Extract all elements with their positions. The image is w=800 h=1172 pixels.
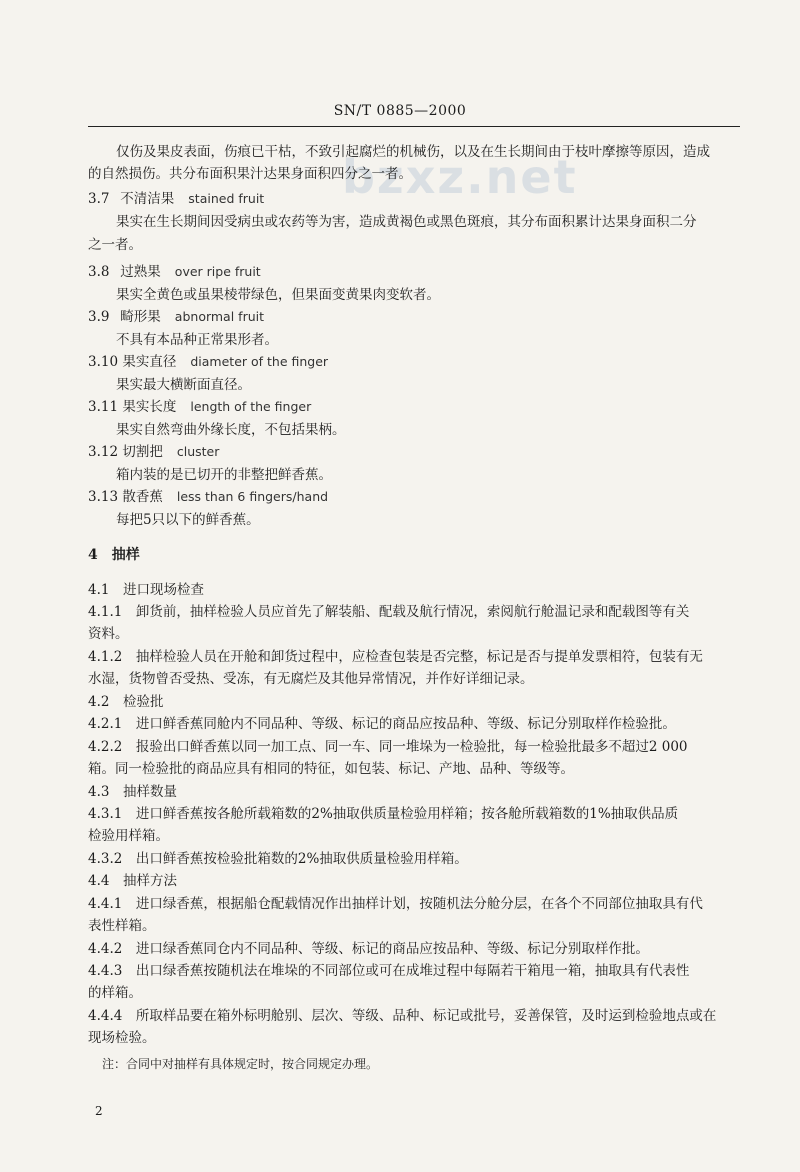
clause-line: 4.3.1 进口鲜香蕉按各舱所载箱数的2%抽取供质量检验用样箱；按各舱所载箱数的1%抽取供品质 [88,806,679,822]
definition-body: 不具有本品种正常果形者。 [116,332,278,348]
definition-body: 每把5只以下的鲜香蕉。 [116,512,260,528]
paragraph-line: 仅伤及果皮表面，伤痕已干枯，不致引起腐烂的机械伤，以及在生长期间由于枝叶摩擦等原因，造成 [116,144,710,160]
definition-body: 果实自然弯曲外缘长度，不包括果柄。 [116,422,346,438]
definition-body: 之一者。 [88,237,142,253]
clause-heading: 4.1 进口现场检查 [88,582,204,598]
definition-term: 3.11 果实长度 length of the finger [88,399,312,415]
definition-body: 果实在生长期间因受病虫或农药等为害，造成黄褐色或黑色斑痕，其分布面积累计达果身面积二分 [116,214,697,230]
definition-term: 3.13 散香蕉 less than 6 fingers/hand [88,489,329,505]
clause-heading: 4.2 检验批 [88,694,164,710]
definition-term: 3.8 过熟果 over ripe fruit [88,264,261,280]
clause-line: 资料。 [88,626,129,642]
definition-term: 3.9 畸形果 abnormal fruit [88,309,264,325]
clause-line: 表性样箱。 [88,918,156,934]
clause-line: 4.1.2 抽样检验人员在开舱和卸货过程中，应检查包装是否完整，标记是否与提单发票相符，包装有无 [88,649,703,665]
definition-term: 3.12 切割把 cluster [88,444,220,460]
clause-line: 4.3.2 出口鲜香蕉按检验批箱数的2%抽取供质量检验用样箱。 [88,851,468,867]
watermark: bzxz.net [342,150,578,204]
definition-body: 果实全黄色或虽果棱带绿色，但果面变黄果肉变软者。 [116,287,440,303]
clause-line: 4.4.1 进口绿香蕉，根据船仓配载情况作出抽样计划，按随机法分舱分层，在各个不同部位抽取具有代 [88,896,703,912]
clause-line: 4.4.3 出口绿香蕉按随机法在堆垛的不同部位或可在成堆过程中每隔若干箱甩一箱，抽取具有代表性 [88,963,690,979]
clause-line: 4.4.2 进口绿香蕉同仓内不同品种、等级、标记的商品应按品种、等级、标记分别取样作批。 [88,941,649,957]
header-rule [88,126,740,127]
clause-line: 4.4.4 所取样品要在箱外标明舱别、层次、等级、品种、标记或批号，妥善保管，及时运到检验地点或在 [88,1008,717,1024]
clause-line: 的样箱。 [88,985,142,1001]
clause-line: 4.2.1 进口鲜香蕉同舱内不同品种、等级、标记的商品应按品种、等级、标记分别取样作检验批。 [88,716,676,732]
clause-line: 检验用样箱。 [88,828,169,844]
section-title: 4 抽样 [88,547,140,563]
clause-line: 4.1.1 卸货前，抽样检验人员应首先了解装船、配载及航行情况，索阅航行舱温记录和配载图等有关 [88,604,690,620]
note: 注：合同中对抽样有具体规定时，按合同规定办理。 [102,1057,379,1071]
paragraph-line: 的自然损伤。共分布面积果汁达果身面积四分之一者。 [88,166,412,182]
clause-heading: 4.4 抽样方法 [88,873,177,889]
standard-code: SN/T 0885—2000 [333,103,467,119]
definition-body: 果实最大横断面直径。 [116,377,251,393]
page-number: 2 [95,1104,103,1118]
clause-line: 水湿，货物曾否受热、受冻，有无腐烂及其他异常情况，并作好详细记录。 [88,671,534,687]
definition-term: 3.10 果实直径 diameter of the finger [88,354,329,370]
clause-heading: 4.3 抽样数量 [88,784,177,800]
definition-body: 箱内装的是已切开的非整把鲜香蕉。 [116,467,332,483]
clause-line: 4.2.2 报验出口鲜香蕉以同一加工点、同一车、同一堆垛为一检验批，每一检验批最多不超过2 000 [88,739,688,755]
clause-line: 箱。同一检验批的商品应具有相同的特征，如包装、标记、产地、品种、等级等。 [88,761,574,777]
definition-term: 3.7 不清洁果 stained fruit [88,191,265,207]
clause-line: 现场检验。 [88,1030,156,1046]
